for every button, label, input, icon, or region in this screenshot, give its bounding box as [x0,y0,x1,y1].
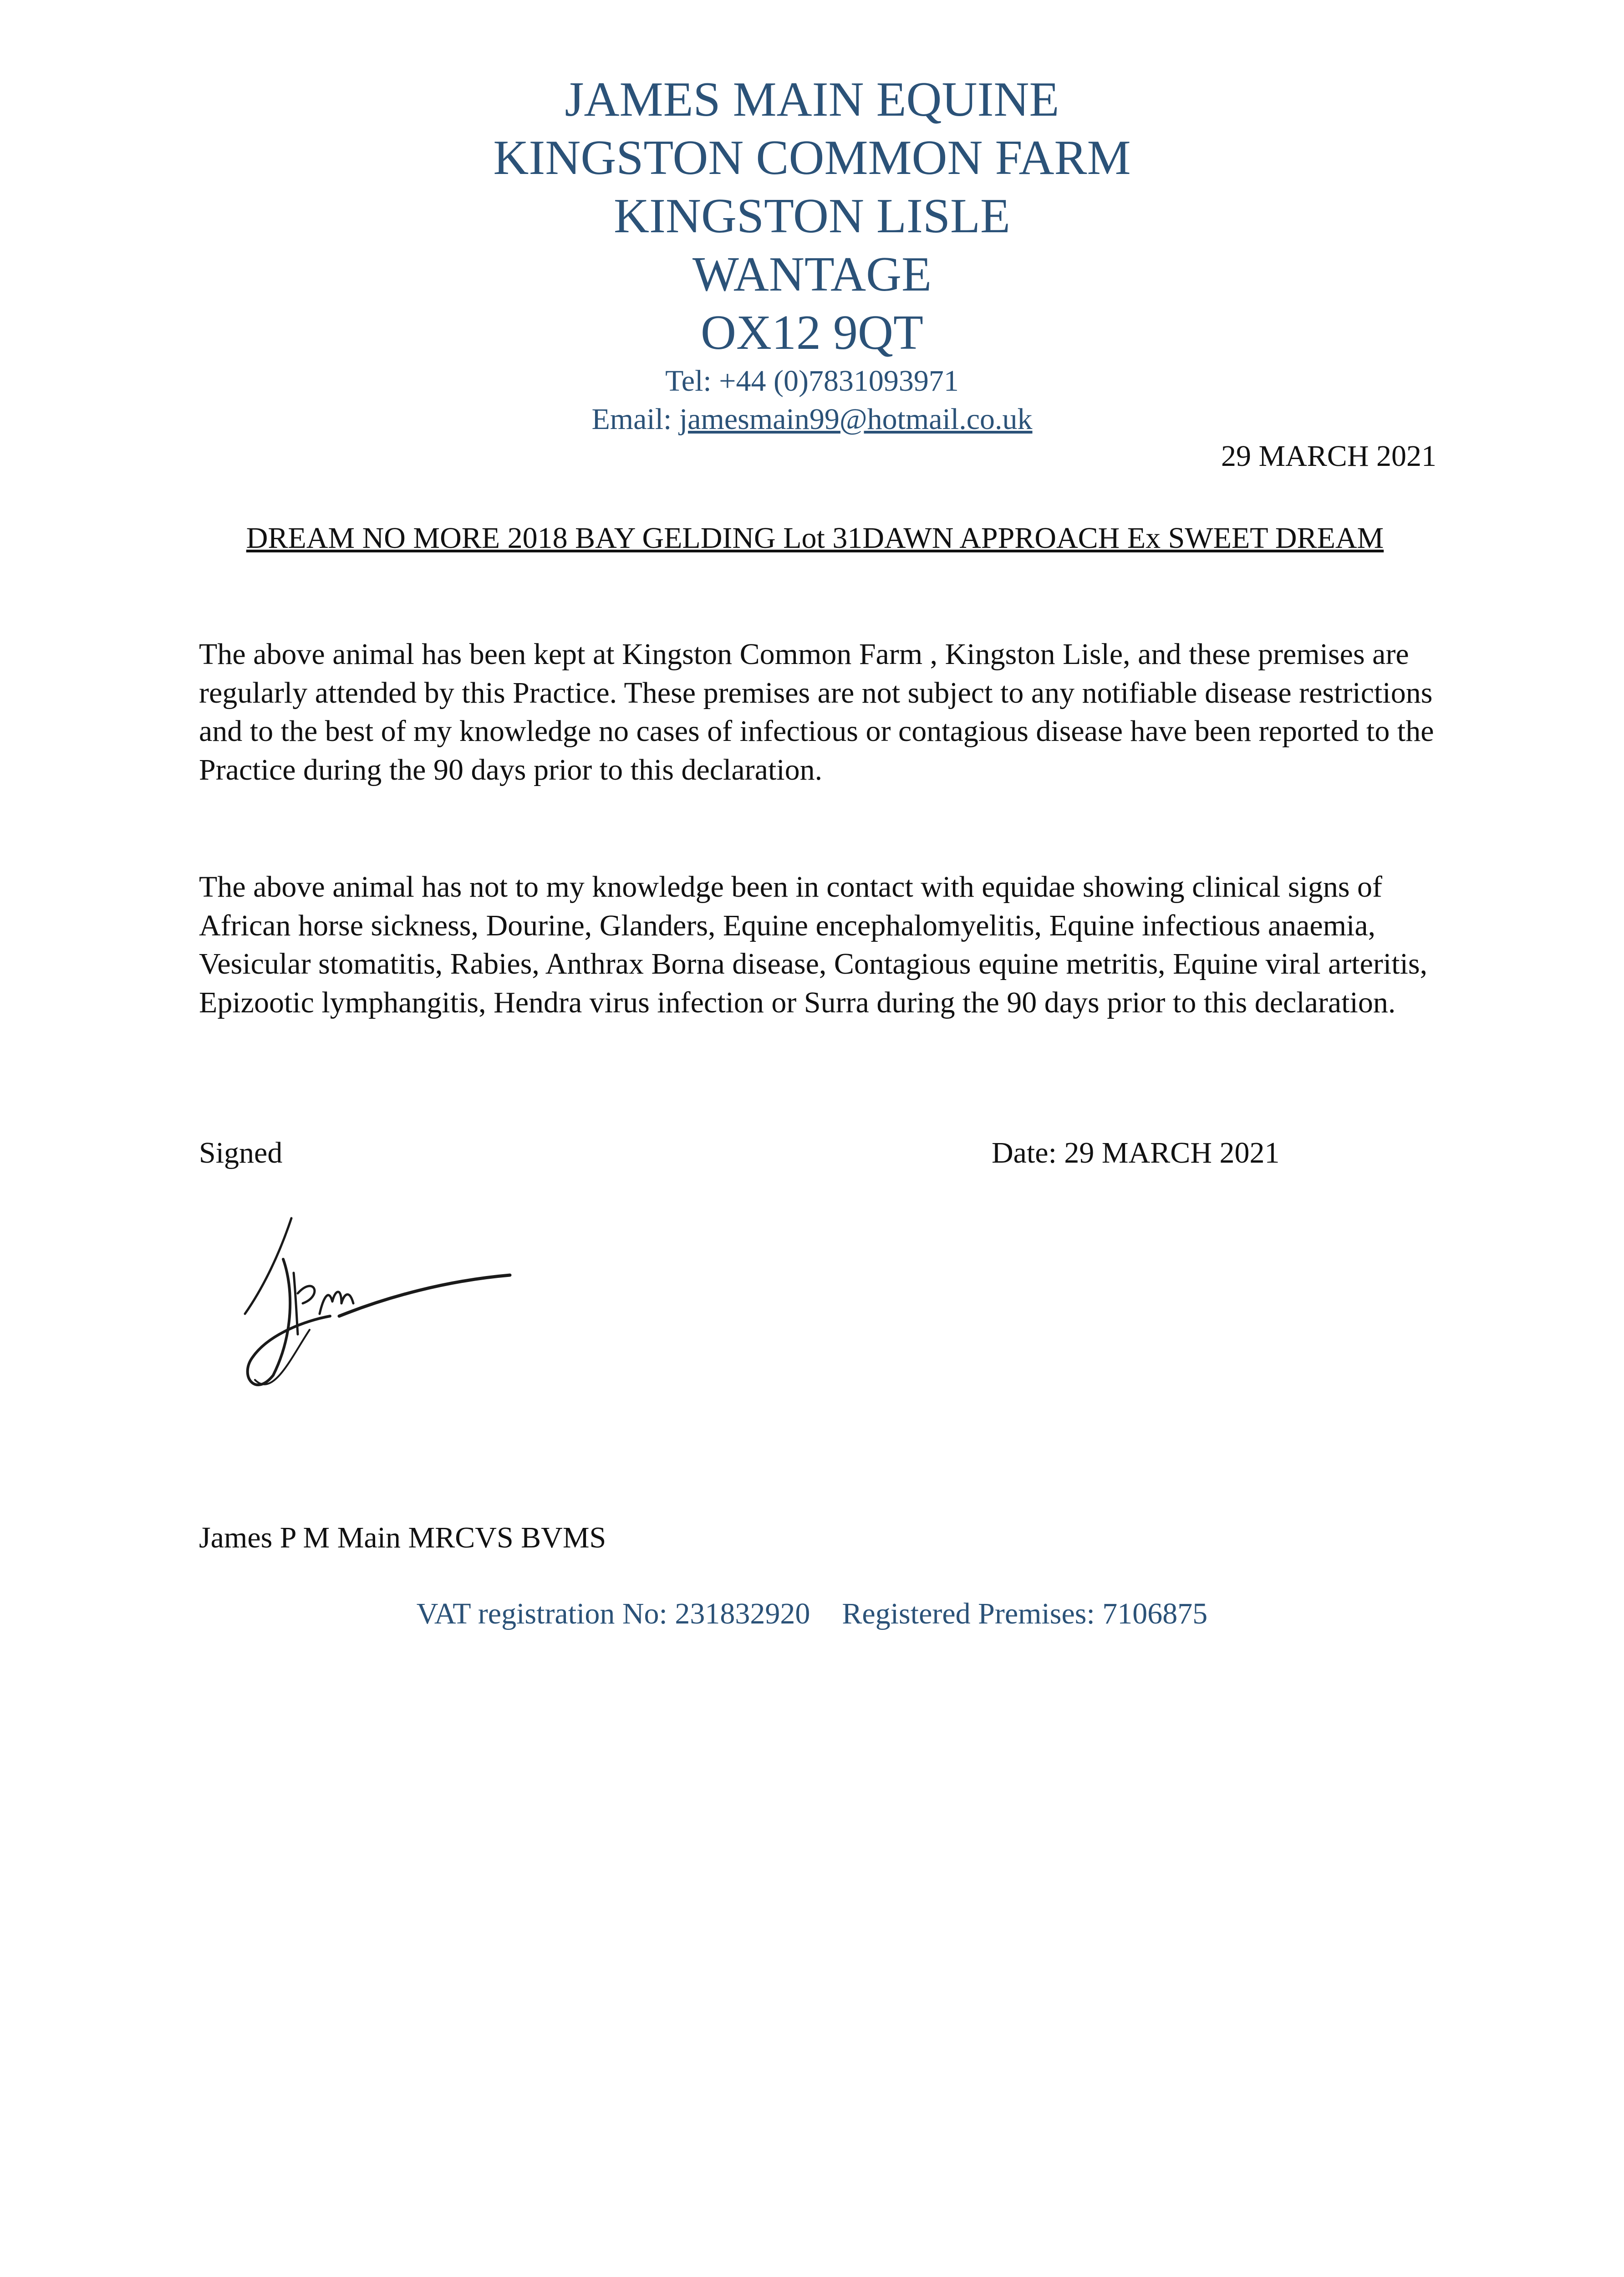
declaration-paragraph-premises: The above animal has been kept at Kingston Common Farm , Kingston Lisle, and these premises are regularly attended by this Practice. These premises are not subject to any notifiable disease restrictions and to the best of my knowledge no cases of infectious or contagious disease have been reported to the Practice during the 90 days prior to this declaration. [199,638,1434,786]
email-line [0,400,1624,439]
address-line-town: WANTAGE [692,247,932,301]
address-line-farm: KINGSTON COMMON FARM [493,131,1131,185]
address-line-postcode: OX12 9QT [701,306,923,360]
signature-date: Date: 29 MARCH 2021 [992,1136,1280,1169]
footer-registration [0,1595,1624,1633]
email-label: Email: [591,403,679,436]
letterhead [0,71,1624,439]
practice-name: JAMES MAIN EQUINE [565,72,1059,127]
email-link[interactable]: jamesmain99@hotmail.co.uk [679,403,1033,436]
signed-label: Signed [199,1136,283,1169]
letter-date: 29 MARCH 2021 [1221,439,1436,473]
signer-name: James P M Main MRCVS BVMS [199,1521,606,1554]
vat-registration: VAT registration No: 231832920 [416,1597,810,1630]
registered-premises: Registered Premises: 7106875 [842,1597,1208,1630]
signature-icon [200,1184,528,1430]
address-line-village: KINGSTON LISLE [614,189,1010,243]
telephone: Tel: +44 (0)7831093971 [665,364,959,398]
subject-heading: DREAM NO MORE 2018 BAY GELDING Lot 31DAWN APPROACH Ex SWEET DREAM [246,521,1384,555]
declaration-paragraph-contact: The above animal has not to my knowledge been in contact with equidae showing clinical signs of African horse sickness, Dourine, Glanders, Equine encephalomyelitis, Equine infectious anaemia, Vesicular stomatitis, Rabies, Anthrax Borna disease, Contagious equine metritis, Equine viral arteritis, Epizootic lymphangitis, Hendra virus infection or Surra during the 90 days prior to this declaration. [199,870,1428,1019]
